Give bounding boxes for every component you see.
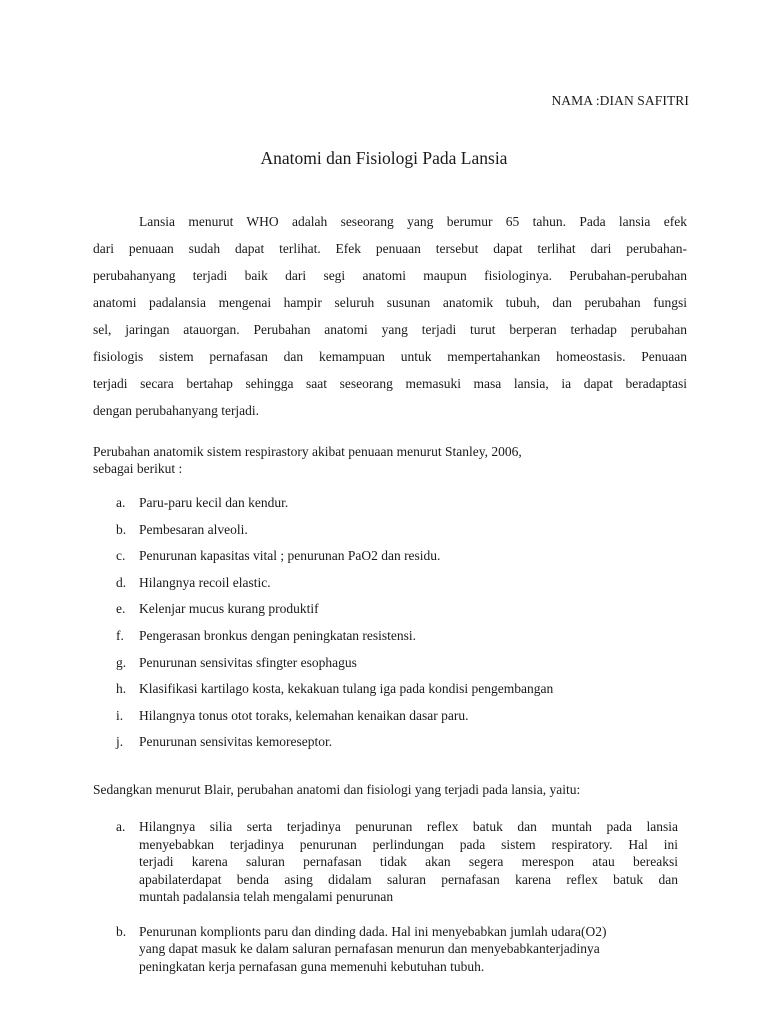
list-item-text: Klasifikasi kartilago kosta, kekakuan tulang iga pada kondisi pengembangan (139, 681, 554, 697)
list-item-text: Penurunan sensivitas kemoreseptor. (139, 734, 333, 750)
list-marker: c. (116, 548, 126, 564)
intro-line: Lansia menurut WHO adalah seseorang yang berumur 65 tahun. Pada lansia efek (139, 214, 687, 229)
blair-list (116, 818, 678, 975)
list-item-line: Hilangnya silia serta terjadinya penurunan reflex batuk dan muntah pada lansia (139, 819, 678, 834)
list-item-text: Hilangnya tonus otot toraks, kelemahan kenaikan dasar paru. (139, 707, 469, 723)
intro-line: dengan perubahanyang terjadi. (93, 403, 260, 418)
list-item-line: menyebabkan terjadinya penurunan perlindungan pada sistem respiratory. Hal ini (139, 836, 678, 852)
intro-line: fisiologis sistem pernafasan dan kemampuan untuk mempertahankan homeostasis. Penuaan (93, 349, 687, 364)
stanley-list (116, 495, 676, 761)
stanley-lead-line: Perubahan anatomik sistem respirastory akibat penuaan menurut Stanley, 2006, (93, 444, 522, 459)
intro-line: dari penuaan sudah dapat terlihat. Efek penuaan tersebut dapat terlihat dari perubahan- (93, 241, 687, 256)
list-item (116, 655, 676, 682)
list-marker: a. (116, 819, 126, 834)
list-marker: b. (116, 521, 127, 537)
intro-line: perubahanyang terjadi baik dari segi anatomi maupun fisiologinya. Perubahan-perubahan (93, 268, 687, 283)
list-item-text: Hilangnya recoil elastic. (139, 574, 271, 590)
list-item-text (139, 923, 678, 976)
list-item (116, 522, 676, 549)
list-item (116, 818, 678, 906)
list-item-text: Paru-paru kecil dan kendur. (139, 495, 289, 510)
list-marker: a. (116, 495, 126, 510)
blair-lead: Sedangkan menurut Blair, perubahan anatomi dan fisiologi yang terjadi pada lansia, yaitu: (93, 782, 581, 797)
list-item (116, 708, 676, 735)
list-marker: e. (116, 601, 126, 617)
list-item-text: Kelenjar mucus kurang produktif (139, 601, 319, 617)
list-marker: j. (116, 734, 124, 750)
intro-line: terjadi secara bertahap sehingga saat seseorang memasuki masa lansia, ia dapat beradaptasi (93, 376, 687, 391)
list-item-line: apabilaterdapat benda asing didalam saluran pernafasan karena reflex batuk dan (139, 871, 678, 887)
list-item-text: Pengerasan bronkus dengan peningkatan resistensi. (139, 627, 417, 643)
list-marker: h. (116, 681, 127, 697)
list-item-text: Penurunan kapasitas vital ; penurunan PaO2 dan residu. (139, 548, 441, 564)
list-item (116, 628, 676, 655)
list-item-text: Penurunan sensivitas sfingter esophagus (139, 654, 357, 670)
list-item-text: Pembesaran alveoli. (139, 521, 248, 537)
list-item (116, 681, 676, 708)
list-item (116, 923, 678, 976)
list-item-line: terjadi karena saluran pernafasan tidak akan segera merespon atau bereaksi (139, 854, 678, 869)
list-item (116, 575, 676, 602)
intro-line: sel, jaringan atauorgan. Perubahan anatomi yang terjadi turut berperan terhadap perubahan (93, 322, 687, 337)
list-item-text (139, 818, 678, 906)
author-name: NAMA :DIAN SAFITRI (551, 93, 689, 108)
list-item (116, 495, 676, 522)
list-item-line: yang dapat masuk ke dalam saluran pernafasan menurun dan menyebabkanterjadinya (139, 941, 600, 956)
document-title: Anatomi dan Fisiologi Pada Lansia (260, 148, 508, 168)
list-item (116, 548, 676, 575)
list-marker: g. (116, 654, 127, 670)
list-marker: f. (116, 627, 124, 643)
list-item-line: muntah padalansia telah mengalami penurunan (139, 889, 394, 904)
list-marker: i. (116, 707, 124, 723)
list-item-line: peningkatan kerja pernafasan guna memenuhi kebutuhan tubuh. (139, 958, 485, 974)
intro-paragraph (93, 208, 687, 424)
list-marker: d. (116, 574, 127, 590)
list-item (116, 734, 676, 761)
stanley-lead (93, 443, 687, 477)
list-item-line: Penurunan komplionts paru dan dinding dada. Hal ini menyebabkan jumlah udara(O2) (139, 923, 607, 939)
intro-line: anatomi padalansia mengenai hampir seluruh susunan anatomik tubuh, dan perubahan fungsi (93, 295, 687, 310)
list-marker: b. (116, 923, 127, 939)
list-item (116, 601, 676, 628)
stanley-lead-line: sebagai berikut : (93, 461, 183, 476)
